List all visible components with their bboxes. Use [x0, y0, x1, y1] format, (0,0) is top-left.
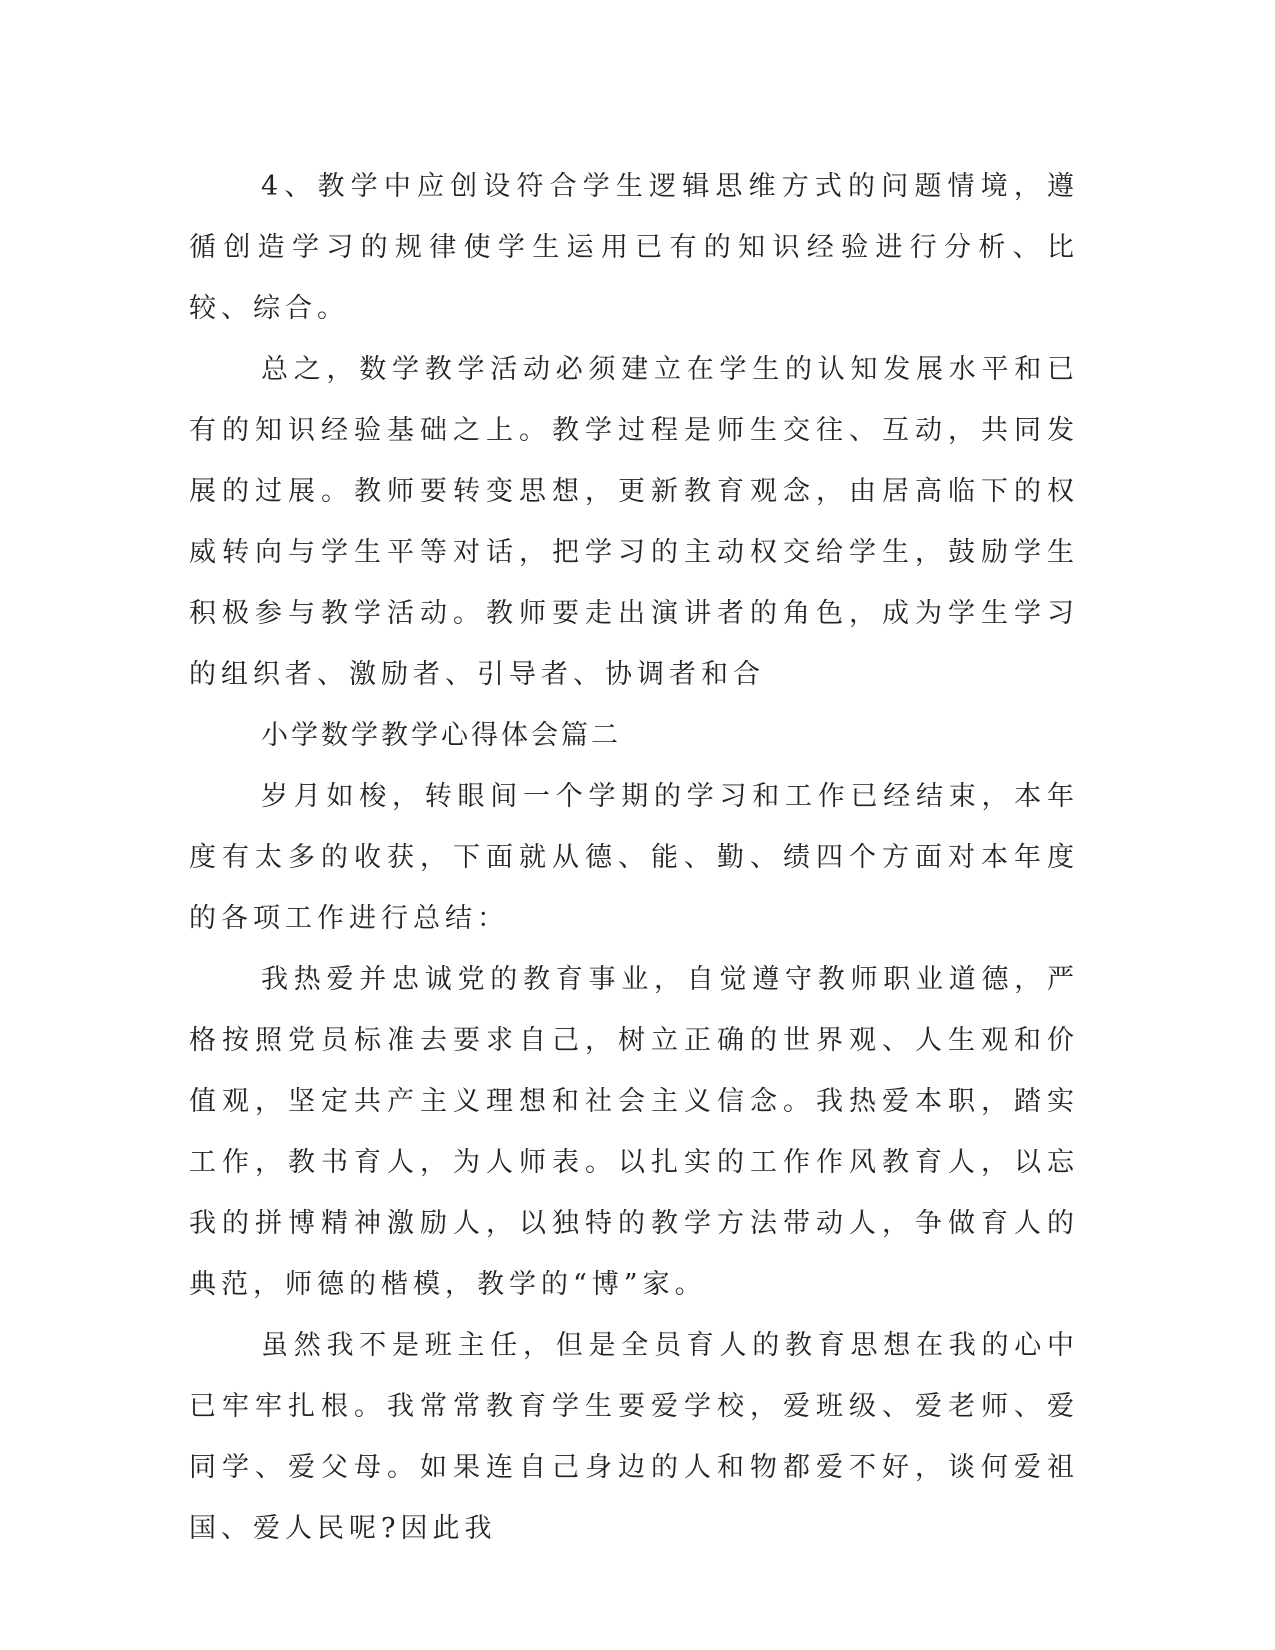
paragraph-summary: 总之，数学教学活动必须建立在学生的认知发展水平和已有的知识经验基础之上。教学过程是师生交往、互动，共同发展的过展。教师要转变思想，更新教育观念，由居高临下的权威转向与学生平等对话，把学习的主动权交给学生，鼓励学生积极参与教学活动。教师要走出演讲者的角色，成为学生学习的组织者、激励者、引导者、协调者和合 [189, 354, 1079, 690]
paragraph-intro: 岁月如梭，转眼间一个学期的学习和工作已经结束，本年度有太多的收获，下面就从德、能、勤、绩四个方面对本年度的各项工作进行总结： [189, 781, 1079, 934]
paragraph-teaching-point-4: 4、教学中应创设符合学生逻辑思维方式的问题情境，遵循创造学习的规律使学生运用已有的知识经验进行分析、比较、综合。 [189, 171, 1079, 324]
paragraph-morality: 我热爱并忠诚党的教育事业，自觉遵守教师职业道德，严格按照党员标准去要求自己，树立正确的世界观、人生观和价值观，坚定共产主义理想和社会主义信念。我热爱本职，踏实工作，教书育人，为人师表。以扎实的工作作风教育人，以忘我的拼博精神激励人，以独特的教学方法带动人，争做育人的典范，师德的楷模，教学的“博”家。 [189, 964, 1079, 1300]
document-body [189, 156, 1079, 1559]
section-heading: 小学数学教学心得体会篇二 [261, 720, 621, 751]
paragraph-education: 虽然我不是班主任，但是全员育人的教育思想在我的心中已牢牢扎根。我常常教育学生要爱学校，爱班级、爱老师、爱同学、爱父母。如果连自己身边的人和物都爱不好，谈何爱祖国、爱人民呢?因此我 [189, 1330, 1079, 1544]
